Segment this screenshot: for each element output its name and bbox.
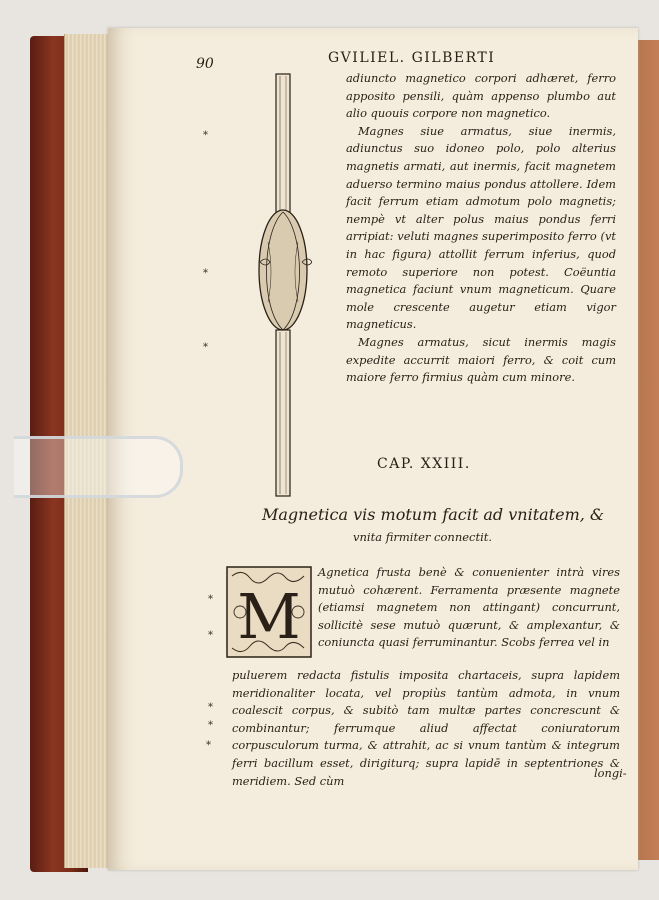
magnet-with-iron-rods-icon <box>250 72 312 500</box>
chapter-body-narrow-text: Agnetica frusta benè & conuenienter intrà vires mutuò cohærent. Ferramenta præsente magnete (etiamsi magnetem non attingant) concurrunt, sollicitè sese mutuò quærunt, & amplexantur, & coniuncta quasi ferruminantur. Scobs ferrea vel in <box>318 565 620 650</box>
paragraph-1: adiuncto magnetico corpori adhæret, ferro apposito pensili, quàm appenso plumbo aut alio quouis corpore non magnetico. <box>346 71 616 121</box>
chapter-body-narrow <box>318 564 620 652</box>
margin-mark: * <box>208 594 213 605</box>
chapter-title-line-1: Magnetica vis motum facit ad vnitatem, & <box>262 505 605 524</box>
decorated-initial-icon <box>226 566 312 658</box>
text-block-top <box>346 70 616 387</box>
paragraph-2: Magnes siue armatus, siue inermis, adiunctus suo idoneo polo, polo alterius magnetis armati, aut inermis, facit magnetem aduerso termino maius pondus attollere. Idem facit ferrum etiam admotum polo magnetis; nempè vt alter polus maius pondus ferri arripiat: veluti magnes superimposito ferro (vt in hac figura) attollit ferrum inferius, quod remoto superiore non potest. Coëuntia magnetica faciunt vnum magneticum. Quare mole crescente augetur etiam vigor magneticus. <box>346 123 616 332</box>
page-number: 90 <box>196 56 214 72</box>
margin-mark: * <box>206 740 211 751</box>
margin-mark: * <box>203 130 208 141</box>
catchword: longi- <box>594 766 627 780</box>
margin-mark: * <box>208 720 213 731</box>
chapter-body-wide <box>232 667 620 790</box>
margin-mark: * <box>203 268 208 279</box>
initial-letter: M <box>237 580 301 653</box>
margin-mark: * <box>208 630 213 641</box>
margin-mark: * <box>203 342 208 353</box>
chapter-body-wide-text: puluerem redacta fistulis imposita chartaceis, supra lapidem meridionaliter locata, vel propiùs tantùm admota, in vnum coalescit corpus, & subitò tam multæ partes concrescunt & combinantur; ferrumque aliud affectat coniuratorum corpusculorum turma, & attrahit, ac si vnum tantùm & integrum ferri bacillum esset, dirigiturq; supra lapidē in septentriones & meridiem. Sed cùm <box>232 668 620 788</box>
page-clip <box>14 436 183 498</box>
margin-mark: * <box>208 702 213 713</box>
chapter-title-line-2: vnita firmiter connectit. <box>353 530 493 544</box>
paragraph-3: Magnes armatus, sicut inermis magis expedite accurrit maiori ferro, & coit cum maiore ferro firmius quàm cum minore. <box>346 334 616 385</box>
running-head: GVILIEL. GILBERTI <box>328 50 496 66</box>
chapter-heading: CAP. XXIII. <box>377 456 471 472</box>
